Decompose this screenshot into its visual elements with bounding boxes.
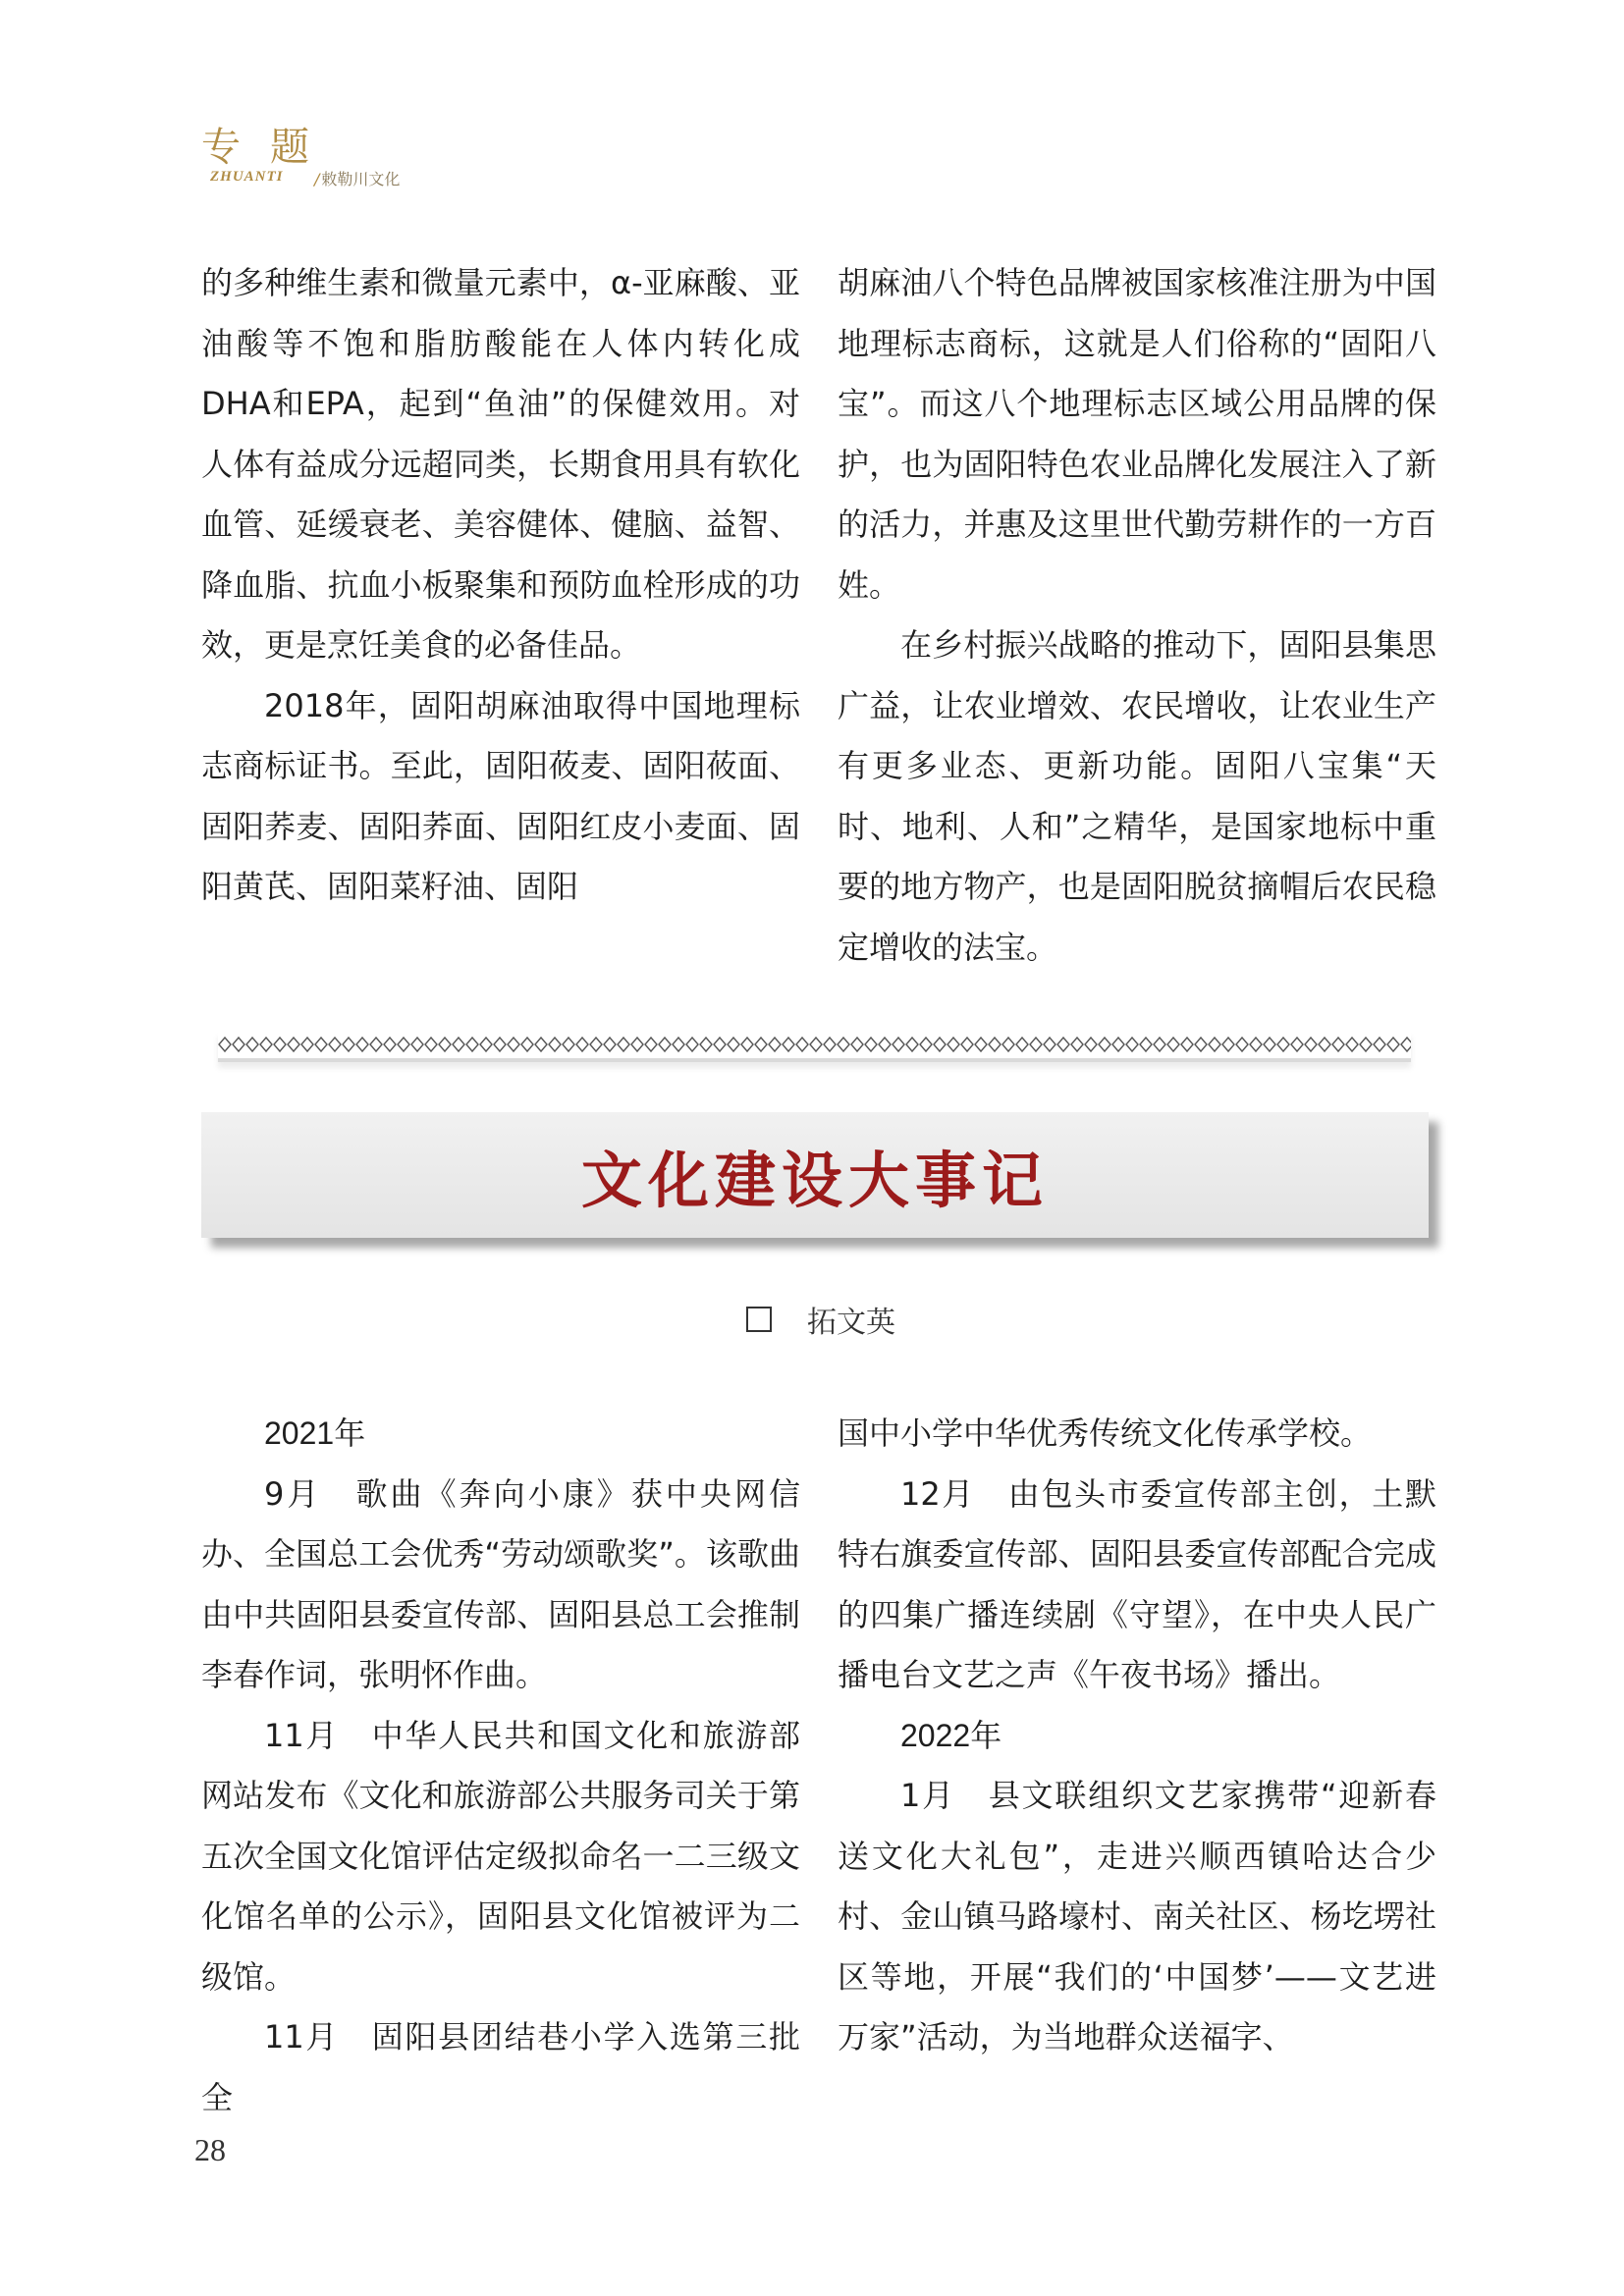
section-banner	[201, 1112, 1429, 1238]
year-heading: 2021年	[264, 1415, 366, 1451]
page-number: 28	[194, 2132, 226, 2167]
events-left-column	[201, 1404, 800, 2128]
author-byline	[746, 1298, 895, 1341]
square-marker-icon	[746, 1307, 772, 1332]
event-entry: 11月 中华人民共和国文化和旅游部网站发布《文化和旅游部公共服务司关于第五次全国文化馆评估定级拟命名一二三级文化馆名单的公示》，固阳县文化馆被评为二级馆。	[201, 1716, 800, 1996]
section-title-zh: 专题	[201, 125, 339, 170]
subsection-text: 敕勒川文化	[321, 170, 401, 188]
event-entry: 12月 由包头市委宣传部主创，土默特右旗委宣传部、固阳县委宣传部配合完成的四集广播连续剧《守望》，在中央人民广播电台文艺之声《午夜书场》播出。	[838, 1474, 1436, 1693]
events-right-column	[838, 1404, 1436, 2068]
event-entry: 9月 歌曲《奔向小康》获中央网信办、全国总工会优秀“劳动颂歌奖”。该歌曲由中共固阳县委宣传部、固阳县总工会推制李春作词，张明怀作曲。	[201, 1474, 800, 1693]
paragraph: 2018年，固阳胡麻油取得中国地理标志商标证书。至此，固阳莜麦、固阳莜面、固阳荞麦、固阳荞面、固阳红皮小麦面、固阳黄芪、固阳菜籽油、固阳	[201, 686, 800, 905]
event-entry: 1月 县文联组织文艺家携带“迎新春送文化大礼包”，走进兴顺西镇哈达合少村、金山镇马路壕村、南关社区、杨圪塄社区等地，开展“我们的‘中国梦’——文艺进万家”活动，为当地群众送福字、	[838, 1777, 1436, 2056]
paragraph: 在乡村振兴战略的推动下，固阳县集思广益，让农业增效、农民增收，让农业生产有更多业态、更新功能。固阳八宝集“天时、地利、人和”之精华，是国家地标中重要的地方物产，也是固阳脱贫摘帽后农民稳定增收的法宝。	[838, 626, 1436, 966]
slash-mark: /	[314, 170, 320, 188]
top-left-column	[201, 253, 800, 918]
event-entry: 11月 固阳县团结巷小学入选第三批全	[201, 2018, 800, 2116]
event-entry: 国中小学中华优秀传统文化传承学校。	[838, 1415, 1373, 1452]
paragraph: 胡麻油八个特色品牌被国家核准注册为中国地理标志商标，这就是人们俗称的“固阳八宝”。而这八个地理标志区域公用品牌的保护，也为固阳特色农业品牌化发展注入了新的活力，并惠及这里世代勤劳耕作的一方百姓。	[838, 264, 1436, 604]
year-heading: 2022年	[900, 1717, 1002, 1753]
section-title-en: ZHUANTI	[210, 169, 284, 185]
banner-title: 文化建设大事记	[580, 1144, 1049, 1216]
paragraph: 的多种维生素和微量元素中，α-亚麻酸、亚油酸等不饱和脂肪酸能在人体内转化成DHA和EPA，起到“鱼油”的保健效用。对人体有益成分远超同类，长期食用具有软化血管、延缓衰老、美容健体、健脑、益智、降血脂、抗血小板聚集和预防血栓形成的功效，更是烹饪美食的必备佳品。	[201, 264, 800, 664]
top-right-column	[838, 253, 1436, 978]
diamond-divider	[218, 1031, 1411, 1062]
author-name: 拓文英	[807, 1306, 895, 1340]
diamond-pattern-graphic	[218, 1031, 1411, 1058]
subsection-label	[314, 167, 400, 189]
